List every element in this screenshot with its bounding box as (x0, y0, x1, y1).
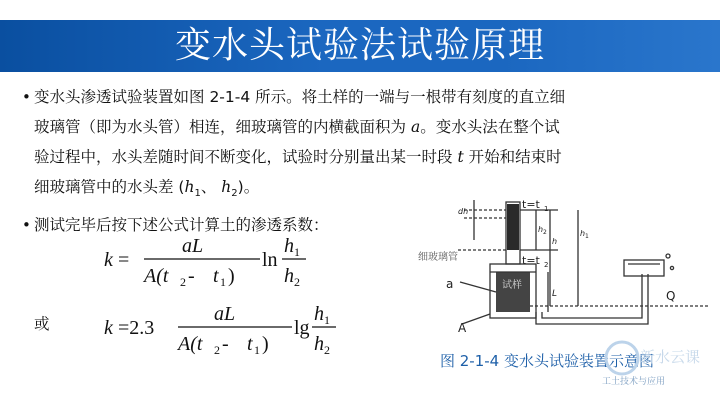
formula-numerator: aL (214, 303, 236, 325)
formula-ln: ln (262, 249, 278, 271)
bullet1-line4: 细玻璃管中的水头差 ($h_1$、 $h_2$)。 (34, 178, 260, 200)
water-column (507, 204, 519, 250)
label-a: a (446, 277, 454, 291)
formula-lhs: k (104, 317, 113, 339)
formula-den-sub2: 2 (214, 343, 220, 357)
bullet1-line2: 玻璃管（即为水头管）相连，细玻璃管的内横截面积为 a。变水头法在整个试 (34, 118, 560, 136)
label-h2-sub: 2 (543, 229, 547, 236)
formula-h2-sub: 2 (324, 343, 330, 357)
figure-caption: 图 2-1-4 变水头试验装置示意图 (440, 352, 654, 370)
or-label: 或 (34, 315, 50, 333)
formula-numerator: aL (182, 235, 204, 257)
bullet2-text: 测试完毕后按下述公式计算土的渗透系数： (34, 216, 329, 234)
formula-den-a: A(t (144, 265, 169, 287)
formula-den-t: t (213, 265, 219, 287)
bullet-paragraph-1 (22, 82, 682, 209)
formula-den-sub1: 1 (220, 275, 226, 288)
formula-den-close: ) (262, 333, 269, 355)
drop-2 (670, 266, 673, 269)
drop-1 (666, 254, 670, 258)
formula-h2: h (314, 333, 324, 355)
formula-den-close: ) (228, 265, 235, 287)
label-L: L (552, 289, 558, 299)
label-dh: dh (458, 207, 469, 216)
label-h1-sub: 1 (585, 233, 589, 240)
bullet1-line1: 变水头渗透试验装置如图 2-1-4 所示。将土样的一端与一根带有刻度的直立细 (34, 88, 566, 106)
formula-eq: =2.3 (118, 317, 155, 339)
watermark-circle (606, 342, 638, 374)
slide-title: 变水头试验法试验原理 (174, 25, 545, 66)
label-sample: 试样 (502, 280, 522, 291)
label-A: A (458, 321, 467, 335)
label-h2: h (538, 225, 544, 234)
formula-den-sub2: 2 (180, 275, 186, 288)
label-h1: h (580, 229, 586, 238)
label-t1-sub: 1 (544, 205, 549, 213)
formula-h1: h (284, 235, 294, 257)
reservoir (624, 260, 664, 276)
formula-eq: = (118, 249, 130, 271)
label-glass-tube: 细玻璃管 (418, 252, 458, 263)
label-h: h (552, 237, 558, 246)
formula-den-t: t (247, 333, 253, 355)
bullet1-line3: 验过程中，水头差随时间不断变化，试验时分别量出某一时段 t 开始和结束时 (34, 148, 562, 166)
bullet-dot: • (22, 88, 31, 106)
formula-h2-sub: 2 (294, 275, 300, 288)
formula-h2: h (284, 265, 294, 287)
label-t2-sub: 2 (544, 261, 549, 269)
bullet-dot: • (22, 216, 31, 234)
label-t2: t=t (522, 254, 540, 267)
formula-lg (100, 300, 340, 358)
formula-den-minus: - (188, 265, 195, 287)
apparatus-diagram (418, 196, 708, 346)
formula-den-sub1: 1 (254, 343, 260, 357)
label-t1: t=t (522, 198, 540, 211)
formula-h1-sub: 1 (294, 245, 300, 259)
formula-lg: lg (294, 317, 310, 339)
formula-den-minus: - (222, 333, 229, 355)
title-bar (0, 20, 720, 72)
formula-h1-sub: 1 (324, 313, 330, 327)
sample-body (496, 272, 530, 312)
formula-h1: h (314, 303, 324, 325)
watermark-subtitle: 工土技术与应用 (602, 377, 666, 387)
formula-lhs: k (104, 249, 113, 271)
watermark-logo (600, 330, 710, 390)
label-Q: Q (666, 289, 676, 303)
watermark-title: 新水云课 (640, 348, 701, 366)
formula-den-a: A(t (178, 333, 203, 355)
formula-ln (100, 232, 320, 288)
outflow-pipe (536, 274, 648, 324)
